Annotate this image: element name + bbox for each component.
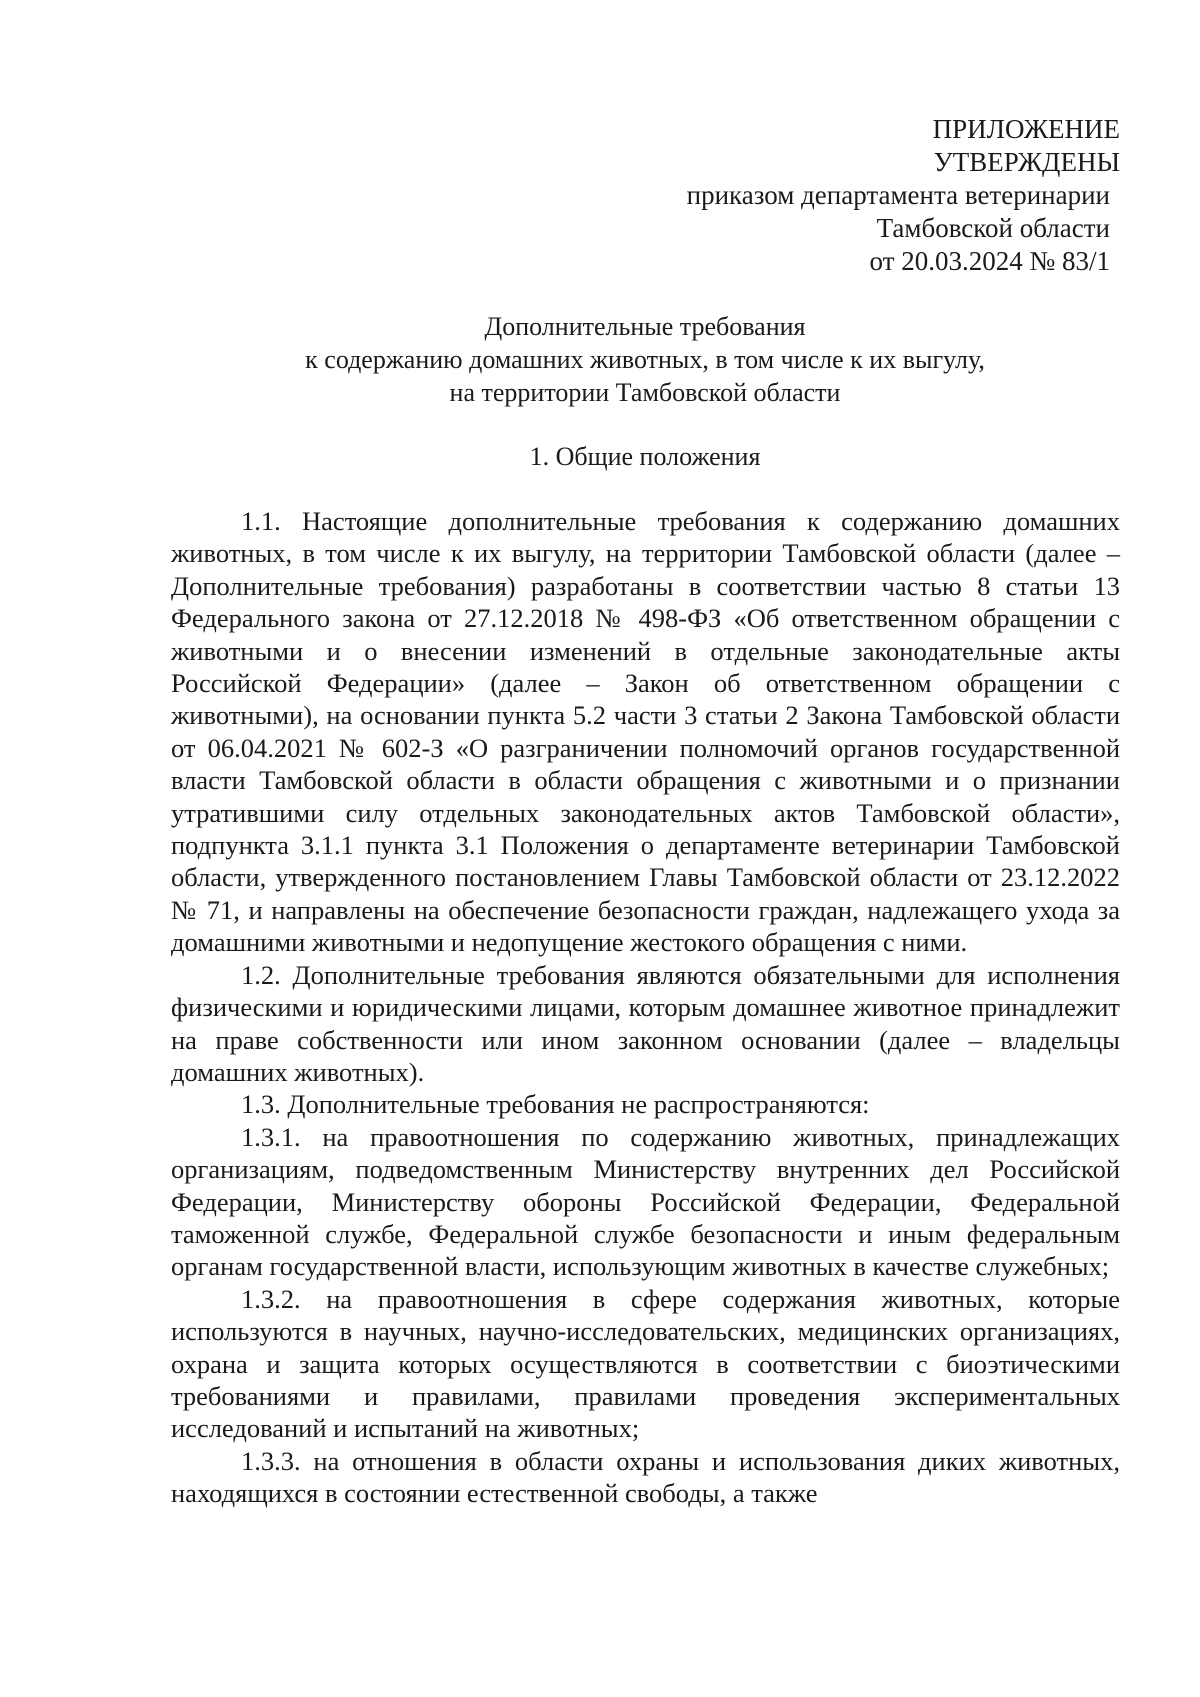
approval-block [620, 113, 1120, 278]
appendix-label: ПРИЛОЖЕНИЕ [932, 114, 1120, 144]
approved-label: УТВЕРЖДЕНЫ [933, 147, 1120, 177]
paragraph-1-3-2: 1.3.2. на правоотношения в сфере содержания животных, которые используются в научных, научно-исследовательских, медицинских организациях, охрана и защита которых осуществляются в соответствии с биоэтическими требованиями и правилами, правилами проведения экспериментальных исследований и испытаний на животных; [171, 1283, 1120, 1444]
document-title-line: к содержанию домашних животных, в том числе к их выгулу, [305, 345, 985, 374]
section-heading: 1. Общие положения [529, 442, 761, 471]
paragraph-1-3-3: 1.3.3. на отношения в области охраны и использования диких животных, находящихся в состоянии естественной свободы, а также [171, 1445, 1120, 1509]
approval-region-line: Тамбовской области [876, 213, 1110, 243]
paragraph-1-2: 1.2. Дополнительные требования являются обязательными для исполнения физическими и юридическими лицами, которым домашнее животное принадлежит на праве собственности или ином законном основании (далее – владельцы домашних животных). [171, 959, 1120, 1087]
approval-order-line: приказом департамента ветеринарии [686, 180, 1110, 210]
document-body [171, 505, 1120, 1510]
document-title-line: Дополнительные требования [484, 312, 806, 341]
paragraph-1-1: 1.1. Настоящие дополнительные требования к содержанию домашних животных, в том числе к их выгулу, на территории Тамбовской области (далее – Дополнительные требования) разработаны в соответствии частью 8 статьи 13 Федерального закона от 27.12.2018 № 498-ФЗ «Об ответственном обращении с животными и о внесении изменений в отдельные законодательные акты Российской Федерации» (далее – Закон об ответственном обращении с животными), на основании пункта 5.2 части 3 статьи 2 Закона Тамбовской области от 06.04.2021 № 602-З «О разграничении полномочий органов государственной власти Тамбовской области в области обращения с животными и о признании утратившими силу отдельных законодательных актов Тамбовской области», подпункта 3.1.1 пункта 3.1 Положения о департаменте ветеринарии Тамбовской области, утвержденного постановлением Главы Тамбовской области от 23.12.2022 № 71, и направлены на обеспечение безопасности граждан, надлежащего ухода за домашними животными и недопущение жестокого обращения с ними. [171, 506, 1120, 958]
approval-date-number: от 20.03.2024 № 83/1 [869, 246, 1110, 276]
paragraph-1-3: 1.3. Дополнительные требования не распространяются: [241, 1089, 870, 1120]
document-title-line: на территории Тамбовской области [449, 378, 841, 407]
paragraph-1-3-1: 1.3.1. на правоотношения по содержанию животных, принадлежащих организациям, подведомственным Министерству внутренних дел Российской Федерации, Министерству обороны Российской Федерации, Федеральной таможенной службе, Федеральной службе безопасности и иным федеральным органам государственной власти, использующим животных в качестве служебных; [171, 1121, 1120, 1282]
document-title [170, 310, 1120, 409]
